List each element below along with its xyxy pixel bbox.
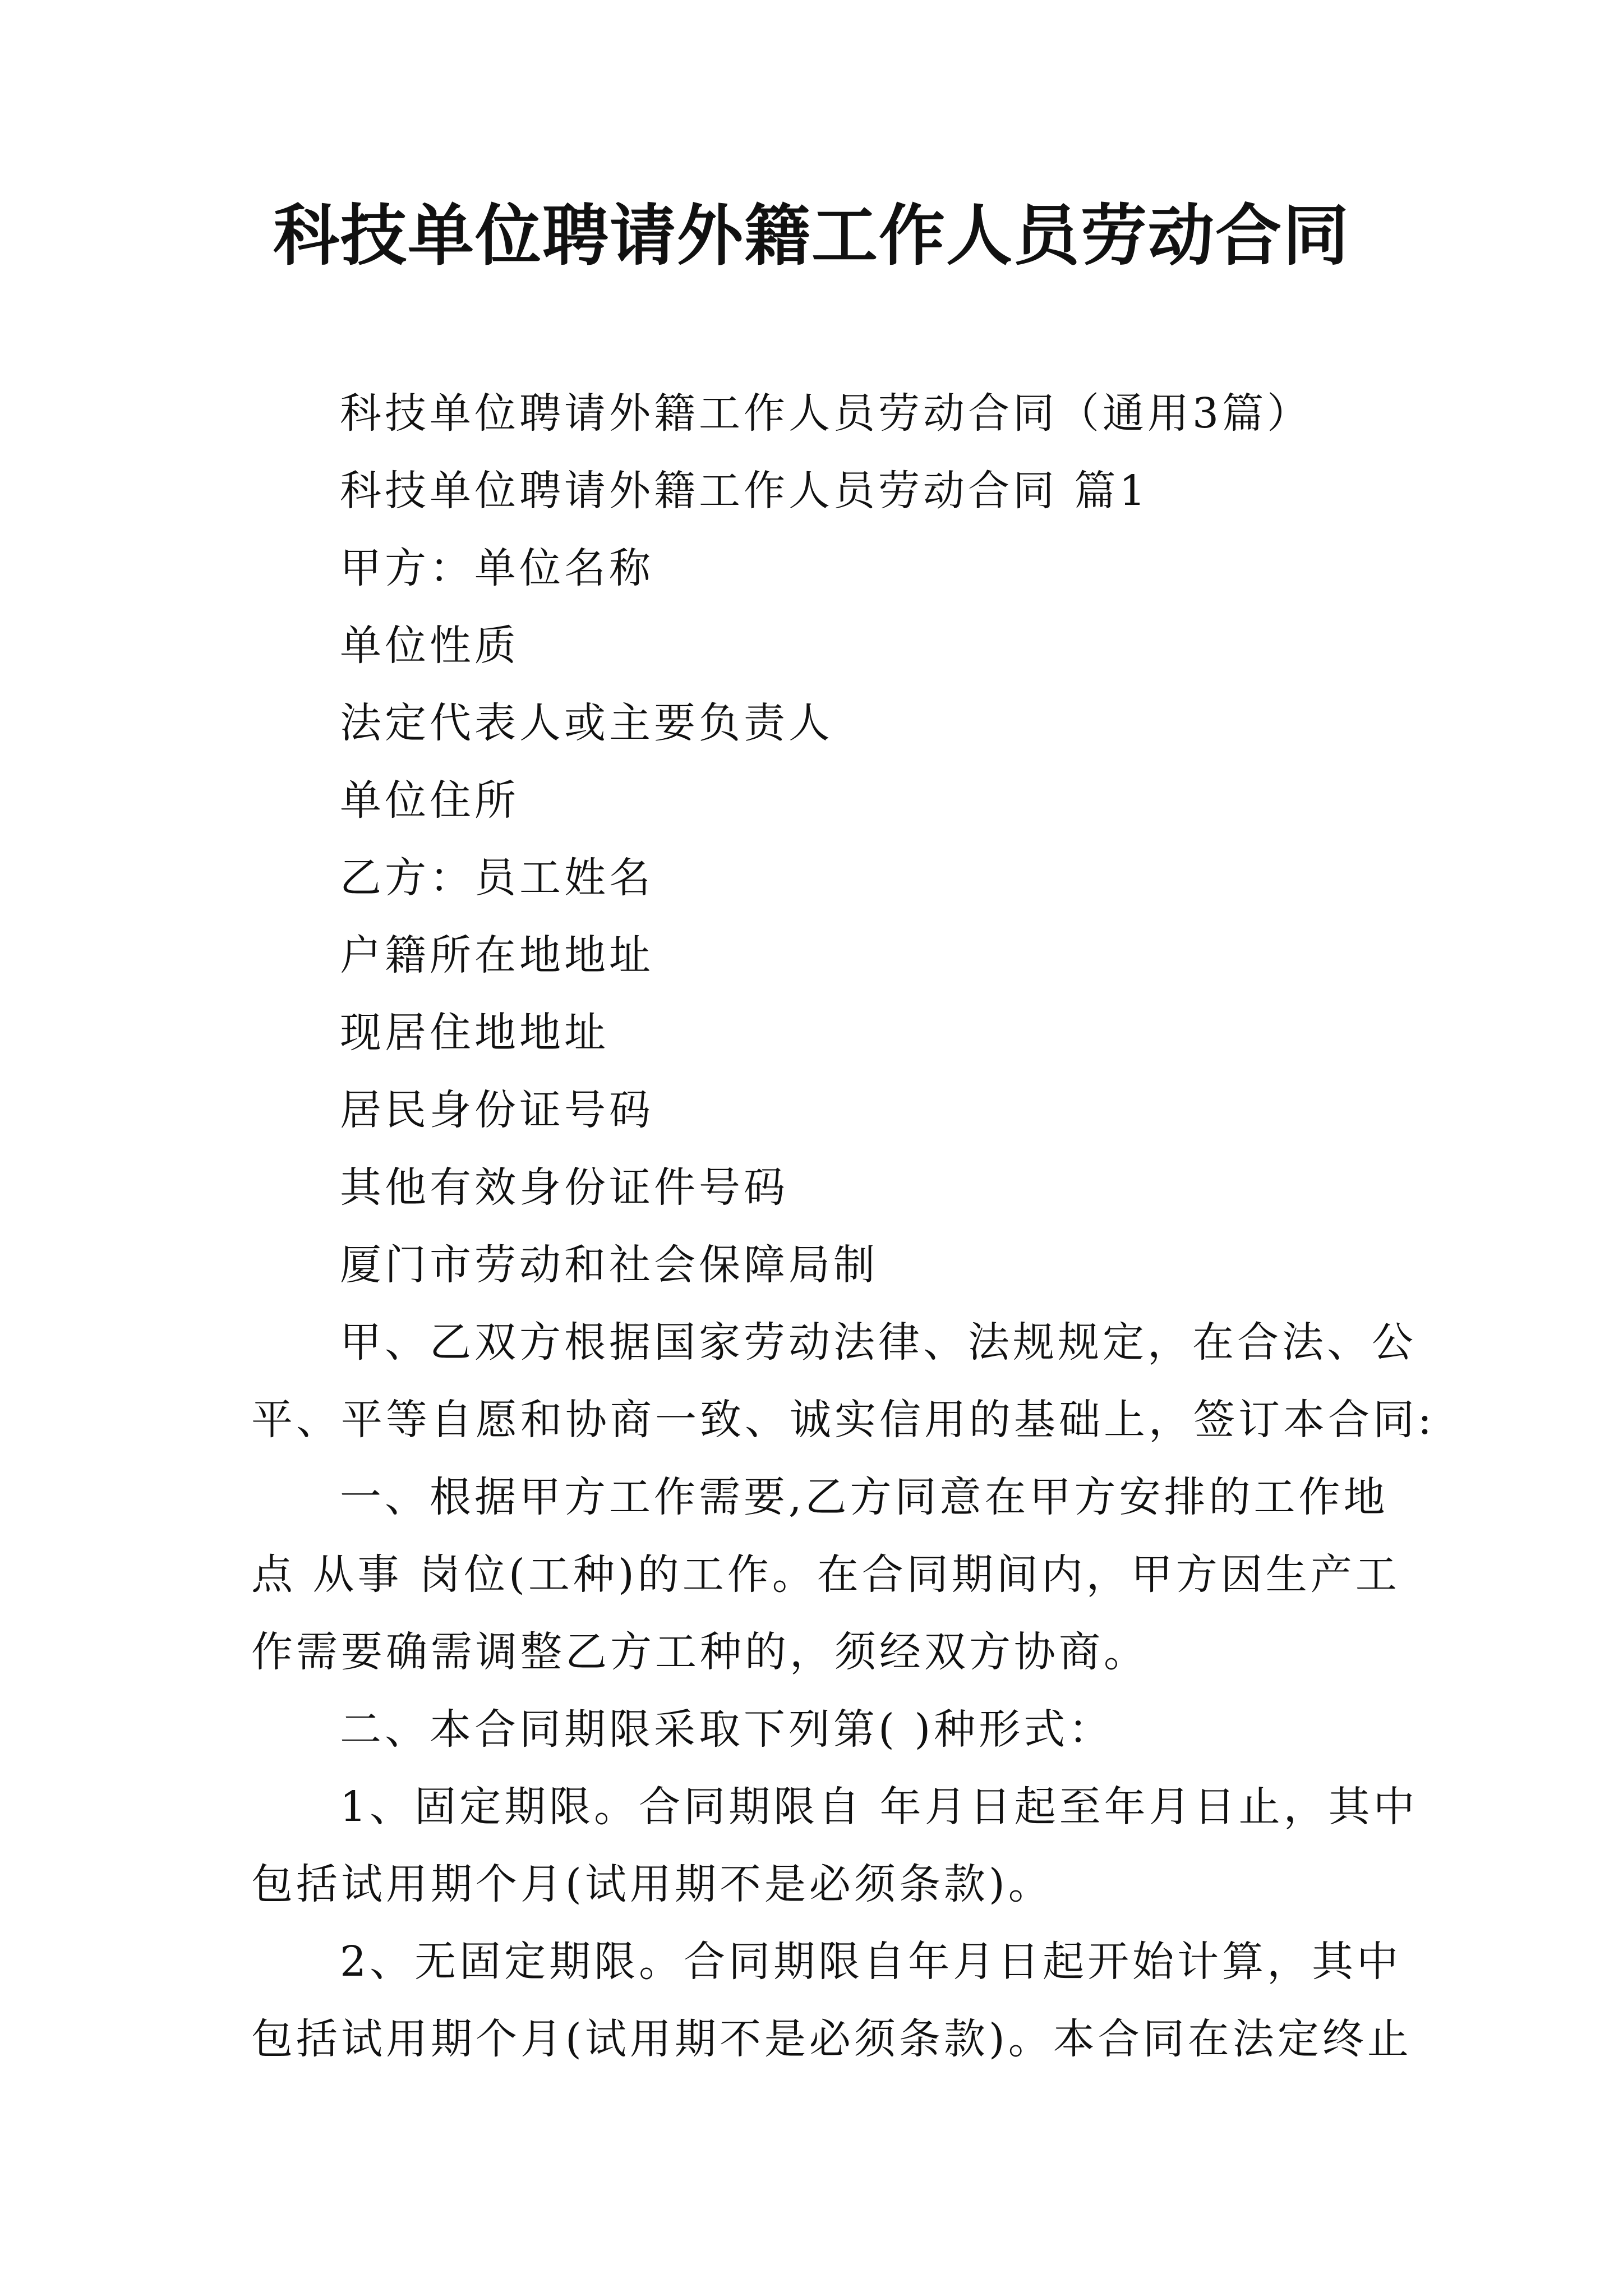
section-heading: 科技单位聘请外籍工作人员劳动合同 篇1 <box>340 467 1149 515</box>
clause-2-line: 二、本合同期限采取下列第( )种形式： <box>340 1705 1114 1754</box>
clause-1-line: 点 从事 岗位(工种)的工作。在合同期间内，甲方因生产工 <box>251 1550 1400 1599</box>
party-a-representative: 法定代表人或主要负责人 <box>340 699 833 747</box>
clause-1-line: 一、根据甲方工作需要,乙方同意在甲方安排的工作地 <box>340 1473 1389 1521</box>
paragraph-line: 平、平等自愿和协商一致、诚实信用的基础上，签订本合同: <box>251 1396 1435 1444</box>
party-b-other-id: 其他有效身份证件号码 <box>340 1163 789 1212</box>
document-body <box>251 375 1435 2078</box>
party-b-name: 乙方：员工姓名 <box>340 854 654 902</box>
clause-2-item-1: 1、固定期限。合同期限自 年月日起至年月日止，其中 <box>340 1783 1418 1831</box>
party-b-id-number: 居民身份证号码 <box>340 1086 654 1134</box>
party-b-household-address: 户籍所在地地址 <box>340 931 654 979</box>
issuer-line: 厦门市劳动和社会保障局制 <box>340 1241 878 1289</box>
party-a-nature: 单位性质 <box>340 622 519 670</box>
clause-2-item-2: 包括试用期个月(试用期不是必须条款)。本合同在法定终止 <box>251 2015 1412 2063</box>
party-a-name: 甲方：单位名称 <box>340 544 654 592</box>
paragraph-line: 甲、乙双方根据国家劳动法律、法规规定，在合法、公 <box>340 1318 1417 1366</box>
clause-2-item-1: 包括试用期个月(试用期不是必须条款)。 <box>251 1860 1053 1908</box>
party-b-current-address: 现居住地地址 <box>340 1009 609 1057</box>
document-title: 科技单位聘请外籍工作人员劳动合同 <box>273 196 1350 274</box>
subtitle-line: 科技单位聘请外籍工作人员劳动合同（通用3篇） <box>340 389 1312 438</box>
clause-2-item-2: 2、无固定期限。合同期限自年月日起开始计算，其中 <box>340 1938 1402 1986</box>
party-a-address: 单位住所 <box>340 776 519 825</box>
clause-1-line: 作需要确需调整乙方工种的，须经双方协商。 <box>251 1628 1149 1676</box>
